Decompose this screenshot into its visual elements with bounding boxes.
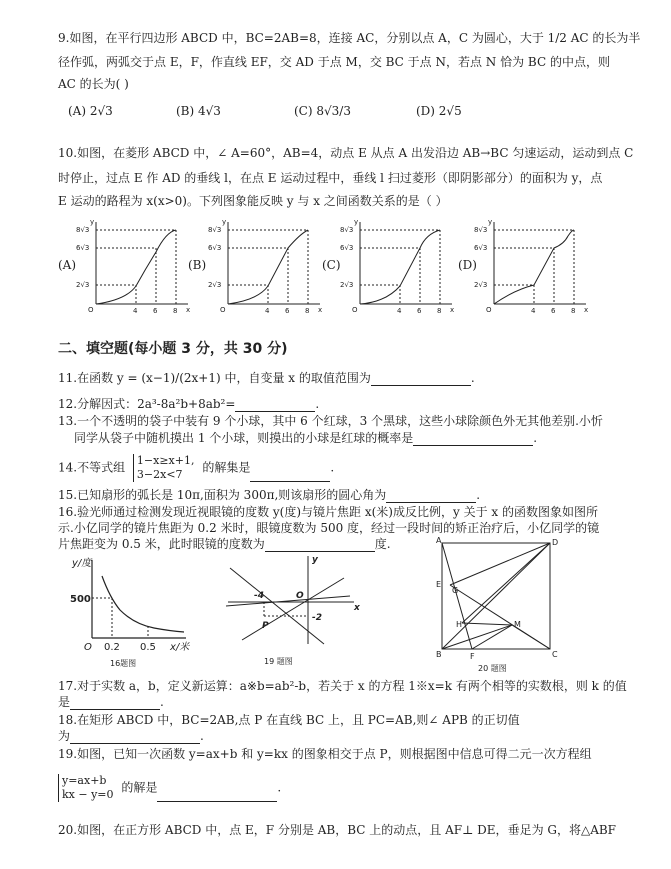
q19-line2 [58, 774, 281, 802]
q19-row2: kx − y=0 [62, 788, 114, 801]
q12 [58, 396, 319, 412]
q13-blank [413, 433, 533, 446]
q13-line2 [74, 430, 537, 446]
fig16-xtick-0-2: 0.2 [104, 642, 120, 653]
q18-line2 [58, 728, 204, 744]
fig20-label-m: M [514, 620, 521, 629]
q14-row2: 3−2x<7 [136, 468, 183, 481]
q10-b-ytick-2: 6√3 [208, 244, 222, 252]
q10-b-axis-x: x [318, 306, 323, 314]
q17-suffix: . [160, 695, 164, 709]
q10-a-xtick-1: 4 [133, 307, 138, 315]
q13-suffix: . [533, 431, 538, 445]
q10-c-axis-x: x [450, 306, 455, 314]
q11-text: 11.在函数 y = (x−1)/(2x+1) 中，自变量 x 的取值范围为 [58, 371, 371, 385]
fig20-label-h: H [456, 620, 463, 629]
q10-b-xtick-1: 4 [265, 307, 270, 315]
q10-c-xtick-1: 4 [397, 307, 402, 315]
q10-b-ytick-3: 2√3 [208, 281, 222, 289]
q19-blank [157, 789, 277, 802]
q9-line3: AC 的长为( ) [58, 77, 129, 91]
q15-suffix: . [476, 488, 481, 502]
q18-suffix: . [200, 729, 204, 743]
fig16-xtick-0-5: 0.5 [140, 642, 156, 653]
q10-graph-b [208, 216, 328, 316]
q10-c-axis-y: y [354, 218, 359, 226]
q9-line1: 9.如图，在平行四边形 ABCD 中，BC=2AB=8，连接 AC，分别以点 A，C 为圆心，大于 1/2 AC 的长为半 [58, 31, 641, 45]
q10-a-ytick-2: 6√3 [76, 244, 90, 252]
q10-c-origin: O [352, 306, 358, 314]
q9-line2: 径作弧，两弧交于点 E，F，作直线 EF，交 AD 于点 M，交 BC 于点 N，若点 N 恰为 BC 的中点，则 [58, 55, 610, 69]
fig20-label-g: G [452, 586, 459, 595]
q10-d-ytick-1: 8√3 [474, 226, 488, 234]
q11-suffix: . [470, 371, 475, 385]
q10-c-ytick-2: 6√3 [340, 244, 354, 252]
fig20-label-a: A [436, 536, 442, 545]
q10-line3: E 运动的路程为 x(x>0)。下列图象能反映 y 与 x 之间函数关系的是（ ） [58, 194, 448, 208]
fig19-label-x: x [354, 603, 360, 613]
q17-line2 [58, 694, 164, 710]
q10-c-ytick-1: 8√3 [340, 226, 354, 234]
q14-prefix: 14.不等式组 [58, 460, 126, 475]
q10-d-axis-y: y [488, 218, 493, 226]
q10-d-xtick-3: 8 [571, 307, 576, 315]
q10-graph-a-label: (A) [58, 258, 77, 272]
q10-c-ytick-3: 2√3 [340, 281, 354, 289]
q10-d-xtick-1: 4 [531, 307, 536, 315]
q10-a-xtick-3: 8 [173, 307, 178, 315]
q16-line1: 16.验光师通过检测发现近视眼镜的度数 y(度)与镜片焦距 x(米)成反比例，y 关于 x 的函数图象如图所 [58, 505, 598, 519]
q12-blank [235, 399, 315, 412]
q10-graph-a [76, 216, 196, 316]
q10-graph-d [474, 216, 594, 316]
fig16-origin: O [84, 642, 92, 653]
q19-row1: y=ax+b [62, 774, 107, 787]
q10-graph-d-label: (D) [458, 258, 477, 272]
q14 [58, 454, 334, 482]
q14-end: . [330, 460, 335, 475]
q14-suffix: 的解集是 [202, 460, 251, 475]
figure-19 [224, 552, 364, 670]
q9-option-c: (C) 8√3/3 [294, 104, 351, 118]
q10-graph-c-label: (C) [322, 258, 341, 272]
q18-text: 为 [58, 729, 71, 743]
q12-text: 12.分解因式：2a³-8a²b+8ab²= [58, 397, 236, 411]
q18-line1: 18.在矩形 ABCD 中，BC=2AB,点 P 在直线 BC 上，且 PC=AB,则∠ APB 的正切值 [58, 713, 520, 727]
q10-b-origin: O [220, 306, 226, 314]
q10-a-axis-y: y [90, 218, 95, 226]
q18-blank [70, 731, 200, 744]
q20-line1: 20.如图，在正方形 ABCD 中，点 E，F 分别是 AB，BC 上的动点，且 AF⊥ DE，垂足为 G，将△ABF [58, 823, 617, 837]
q19-suffix: 的解是 [121, 780, 158, 795]
fig20-caption: 20 题图 [478, 664, 507, 673]
q11-blank [371, 373, 471, 386]
fig19-label-p: P [262, 621, 269, 631]
figure-16 [66, 552, 196, 672]
q10-d-axis-x: x [584, 306, 589, 314]
q12-suffix: . [315, 397, 320, 411]
fig16-ylabel: y/度 [72, 558, 92, 569]
q10-a-origin: O [88, 306, 94, 314]
q16-blank [265, 539, 375, 552]
q9-option-a: (A) 2√3 [68, 104, 113, 118]
q13-text: 同学从袋子中随机摸出 1 个小球，则摸出的小球是红球的概率是 [74, 431, 414, 445]
fig20-label-e: E [436, 580, 442, 589]
q10-b-axis-y: y [222, 218, 227, 226]
q10-graph-b-label: (B) [188, 258, 207, 272]
q16-text: 片焦距变为 0.5 米，此时眼镜的度数为 [58, 537, 265, 551]
q19-equation-system [58, 774, 114, 802]
q16-suffix: 度. [374, 537, 391, 551]
q10-b-ytick-1: 8√3 [208, 226, 222, 234]
fig16-ytick-500: 500 [70, 594, 91, 605]
q10-d-origin: O [486, 306, 492, 314]
q10-d-xtick-2: 6 [551, 307, 556, 315]
q10-c-xtick-2: 6 [417, 307, 422, 315]
fig16-caption: 16题图 [110, 659, 137, 668]
figure-20 [432, 535, 562, 675]
q10-a-xtick-2: 6 [153, 307, 158, 315]
fig20-label-f: F [470, 652, 475, 661]
q10-line1: 10.如图，在菱形 ABCD 中，∠ A=60°，AB=4，动点 E 从点 A 出发沿边 AB→BC 匀速运动，运动到点 C [58, 146, 634, 160]
q14-inequality-system [133, 454, 195, 482]
section-title: 二、填空题(每小题 3 分，共 30 分) [58, 341, 288, 357]
q10-b-xtick-3: 8 [305, 307, 310, 315]
q10-line2: 时停止，过点 E 作 AD 的垂线 l，在点 E 运动过程中，垂线 l 扫过菱形（即阴影部分）的面积为 y，点 [58, 171, 603, 185]
q14-row1: 1−x≥x+1, [136, 454, 195, 467]
fig20-label-b: B [436, 650, 442, 659]
fig19-label-neg2: -2 [312, 613, 322, 623]
fig16-xlabel: x/米 [170, 642, 190, 653]
q9-option-b: (B) 4√3 [176, 104, 221, 118]
q10-a-axis-x: x [186, 306, 191, 314]
fig20-label-d: D [552, 538, 559, 547]
q10-a-ytick-1: 8√3 [76, 226, 90, 234]
q10-a-ytick-3: 2√3 [76, 281, 90, 289]
q11 [58, 370, 475, 386]
q10-b-xtick-2: 6 [285, 307, 290, 315]
q15-text: 15.已知扇形的弧长是 10π,面积为 300π,则该扇形的圆心角为 [58, 488, 387, 502]
q19-end: . [277, 780, 282, 795]
q9-option-d: (D) 2√5 [416, 104, 462, 118]
q10-c-xtick-3: 8 [437, 307, 442, 315]
q16-line2: 示.小亿同学的镜片焦距为 0.2 米时，眼镜度数为 500 度，经过一段时间的矫正治疗后，小亿同学的镜 [58, 521, 600, 535]
q13-line1: 13.一个不透明的袋子中装有 9 个小球，其中 6 个红球，3 个黑球，这些小球除颜色外无其他差别.小忻 [58, 414, 603, 428]
q17-line1: 17.对于实数 a，b，定义新运算：a※b=ab²-b，若关于 x 的方程 1※x=k 有两个相等的实数根，则 k 的值 [58, 679, 627, 693]
q10-graph-c [340, 216, 460, 316]
fig19-label-y: y [312, 555, 318, 565]
fig19-label-o: O [296, 591, 304, 601]
q14-blank [250, 469, 330, 482]
q17-text: 是 [58, 695, 71, 709]
q15 [58, 487, 480, 503]
q10-d-ytick-3: 2√3 [474, 281, 488, 289]
fig19-label-neg4: -4 [254, 591, 264, 601]
q16-line3 [58, 536, 391, 552]
q17-blank [70, 697, 160, 710]
fig19-caption: 19 题图 [264, 657, 293, 666]
q19-line1: 19.如图，已知一次函数 y=ax+b 和 y=kx 的图象相交于点 P，则根据图中信息可得二元一次方程组 [58, 747, 592, 761]
q15-blank [386, 490, 476, 503]
q10-d-ytick-2: 6√3 [474, 244, 488, 252]
fig20-label-c: C [552, 650, 558, 659]
